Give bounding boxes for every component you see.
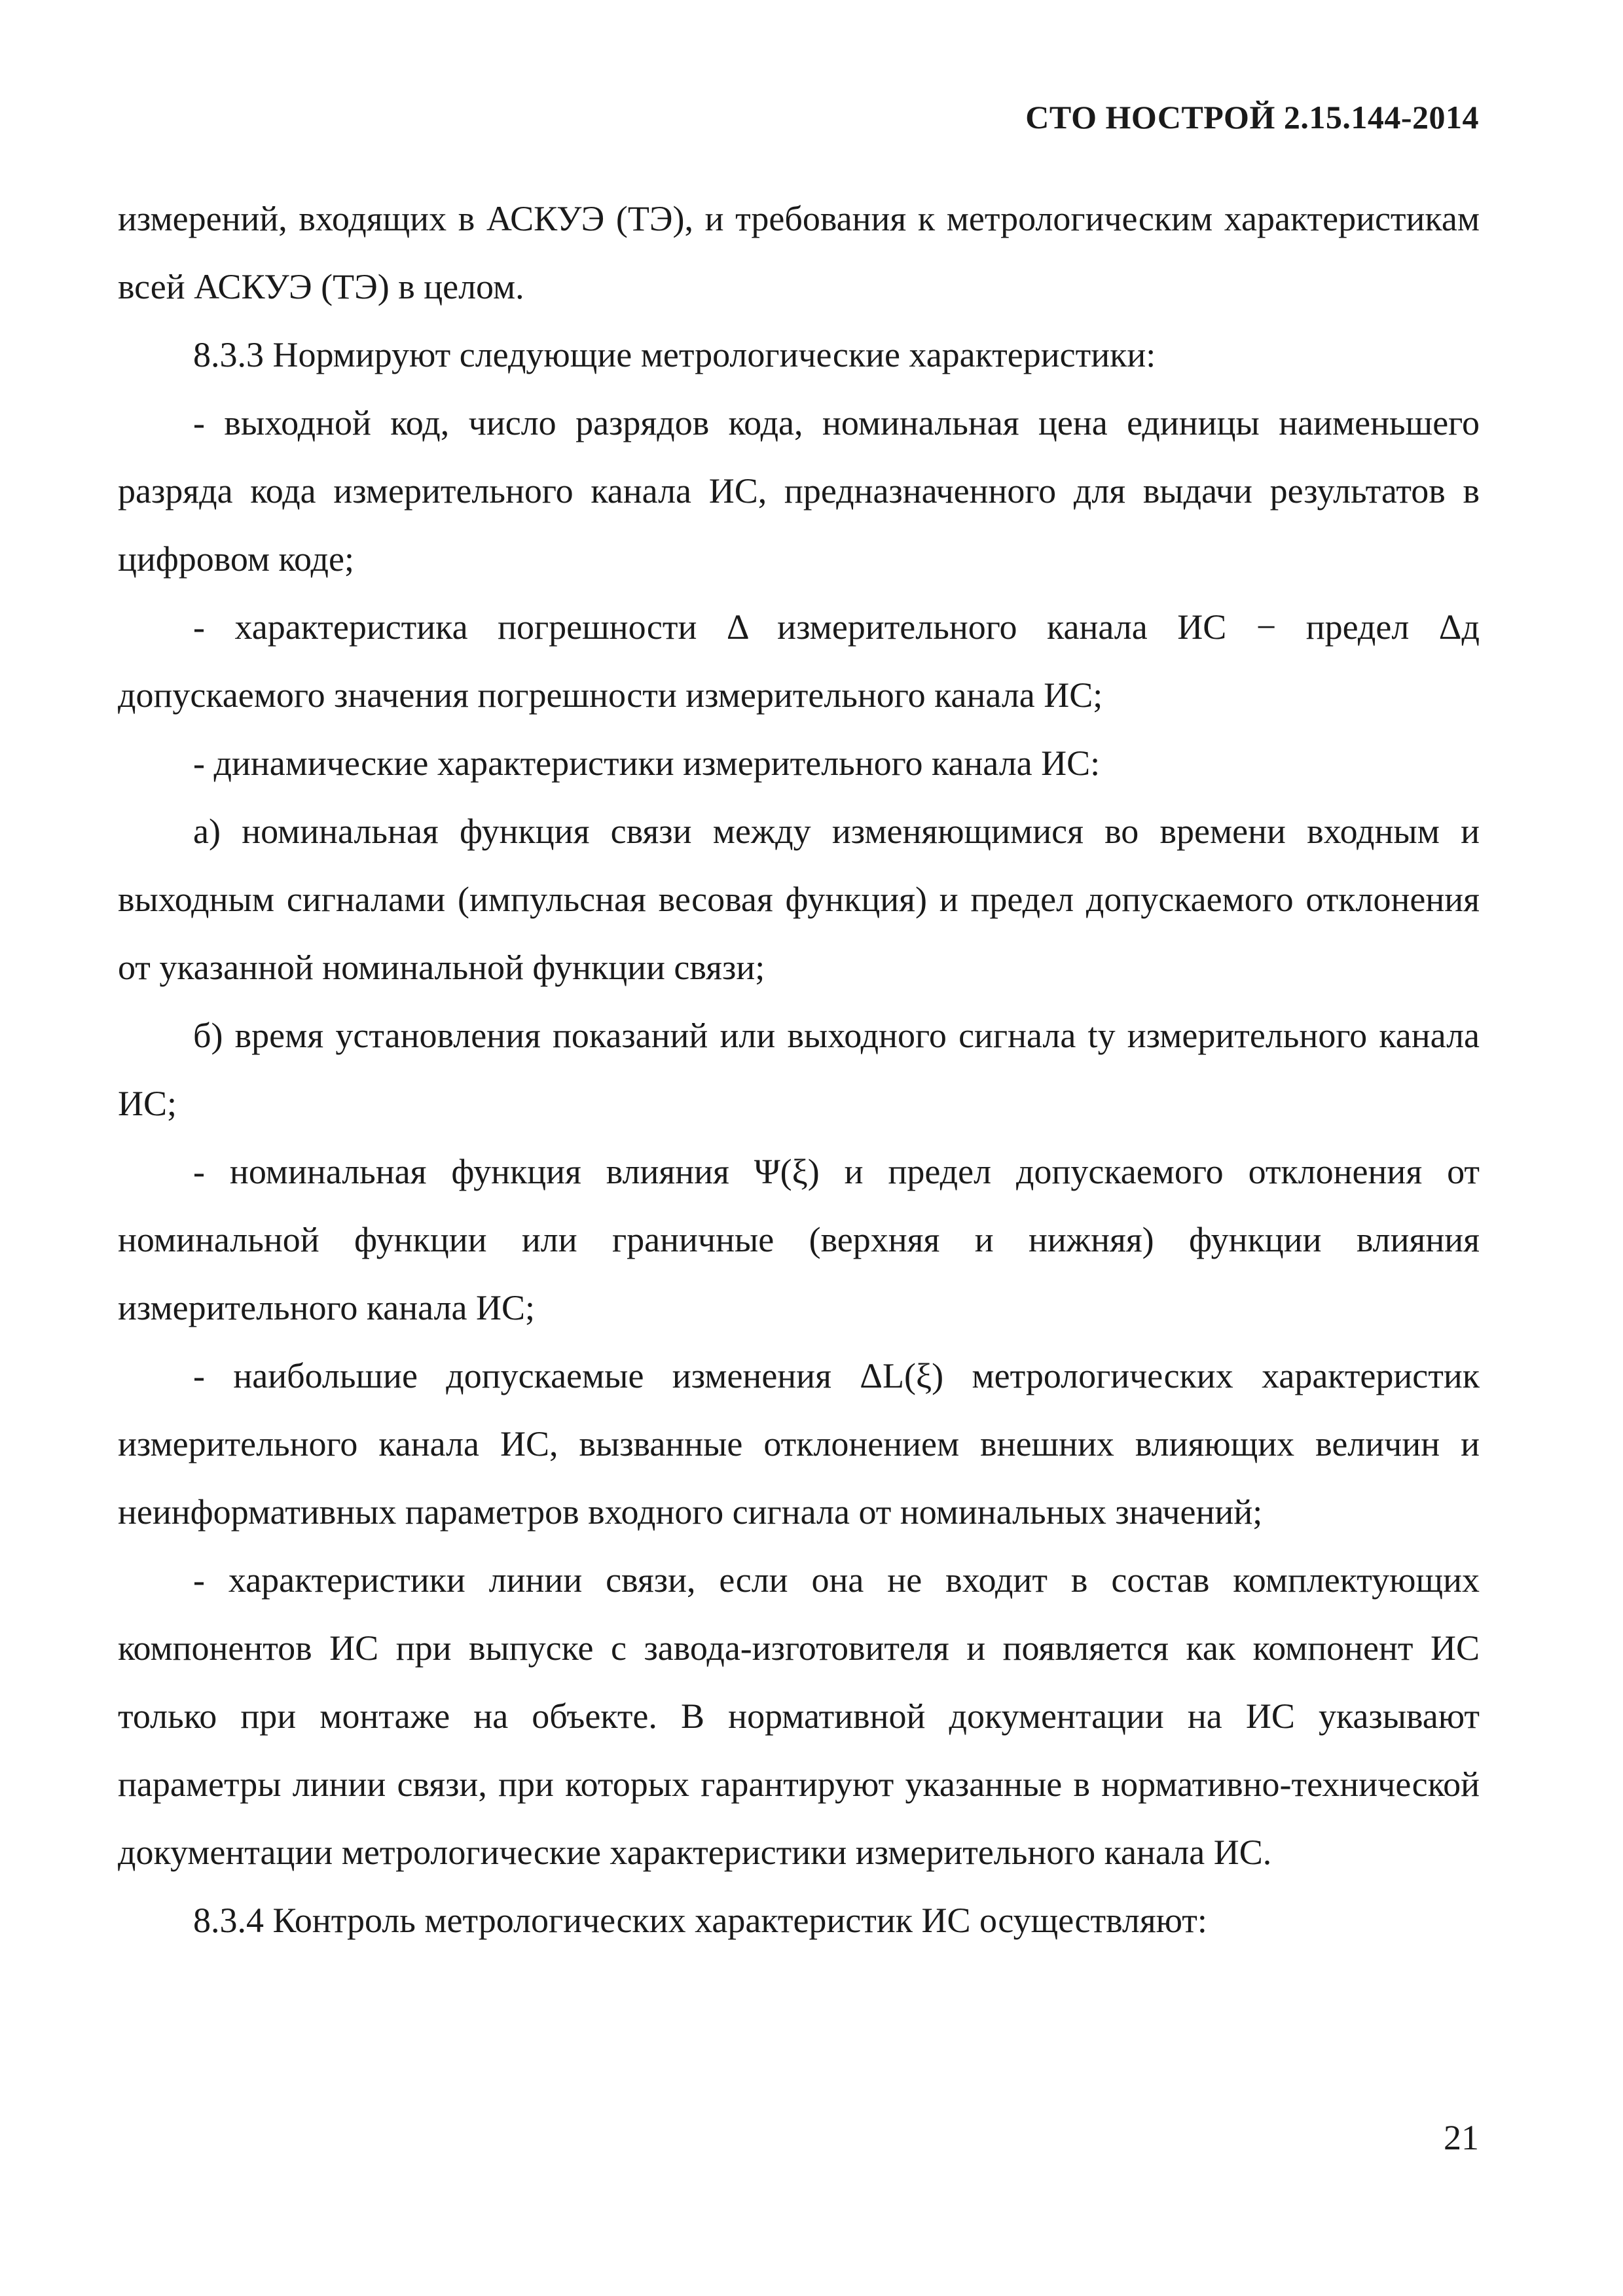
list-item-dynamic-characteristics: - динамические характеристики измерительного канала ИС: [193,744,1101,783]
list-item-a-transfer-function: а) номинальная функция связи между изменяющимися во времени входным и выходным сигналами (импульсная весовая функция) и предел допускаемого отклонения от указанной номинальной функции связи; [118,812,1480,987]
paragraph-8-3-3: 8.3.3 Нормируют следующие метрологические характеристики: [193,335,1156,374]
list-item-max-changes: - наибольшие допускаемые изменения ΔL(ξ) метрологических характеристик измерительного канала ИС, вызванные отклонением внешних влияющих величин и неинформативных параметров входного сигнала от номинальных значений; [118,1356,1480,1532]
paragraph-continuation: измерений, входящих в АСКУЭ (ТЭ), и требования к метрологическим характеристикам всей АСКУЭ (ТЭ) в целом. [118,199,1480,306]
list-item-output-code: - выходной код, число разрядов кода, номинальная цена единицы наименьшего разряда кода измерительного канала ИС, предназначенного для выдачи результатов в цифровом коде; [118,403,1480,579]
list-item-influence-function: - номинальная функция влияния Ψ(ξ) и предел допускаемого отклонения от номинальной функции или граничные (верхняя и нижняя) функции влияния измерительного канала ИС; [118,1152,1480,1327]
document-code-header: СТО НОСТРОЙ 2.15.144-2014 [1025,99,1479,135]
page-number: 21 [1444,2118,1479,2157]
list-item-error-characteristic: - характеристика погрешности Δ измерительного канала ИС − предел Δд допускаемого значения погрешности измерительного канала ИС; [118,607,1480,715]
body-text [118,185,1480,1954]
paragraph-8-3-4: 8.3.4 Контроль метрологических характеристик ИС осуществляют: [193,1901,1207,1940]
list-item-b-settling-time: б) время установления показаний или выходного сигнала tу измерительного канала ИС; [118,1016,1480,1123]
list-item-communication-line: - характеристики линии связи, если она не входит в состав комплектующих компонентов ИС при выпуске с завода-изготовителя и появляется как компонент ИС только при монтаже на объекте. В нормативной документации на ИС указывают параметры линии связи, при которых гарантируют указанные в нормативно-технической документации метрологические характеристики измерительного канала ИС. [118,1560,1480,1872]
